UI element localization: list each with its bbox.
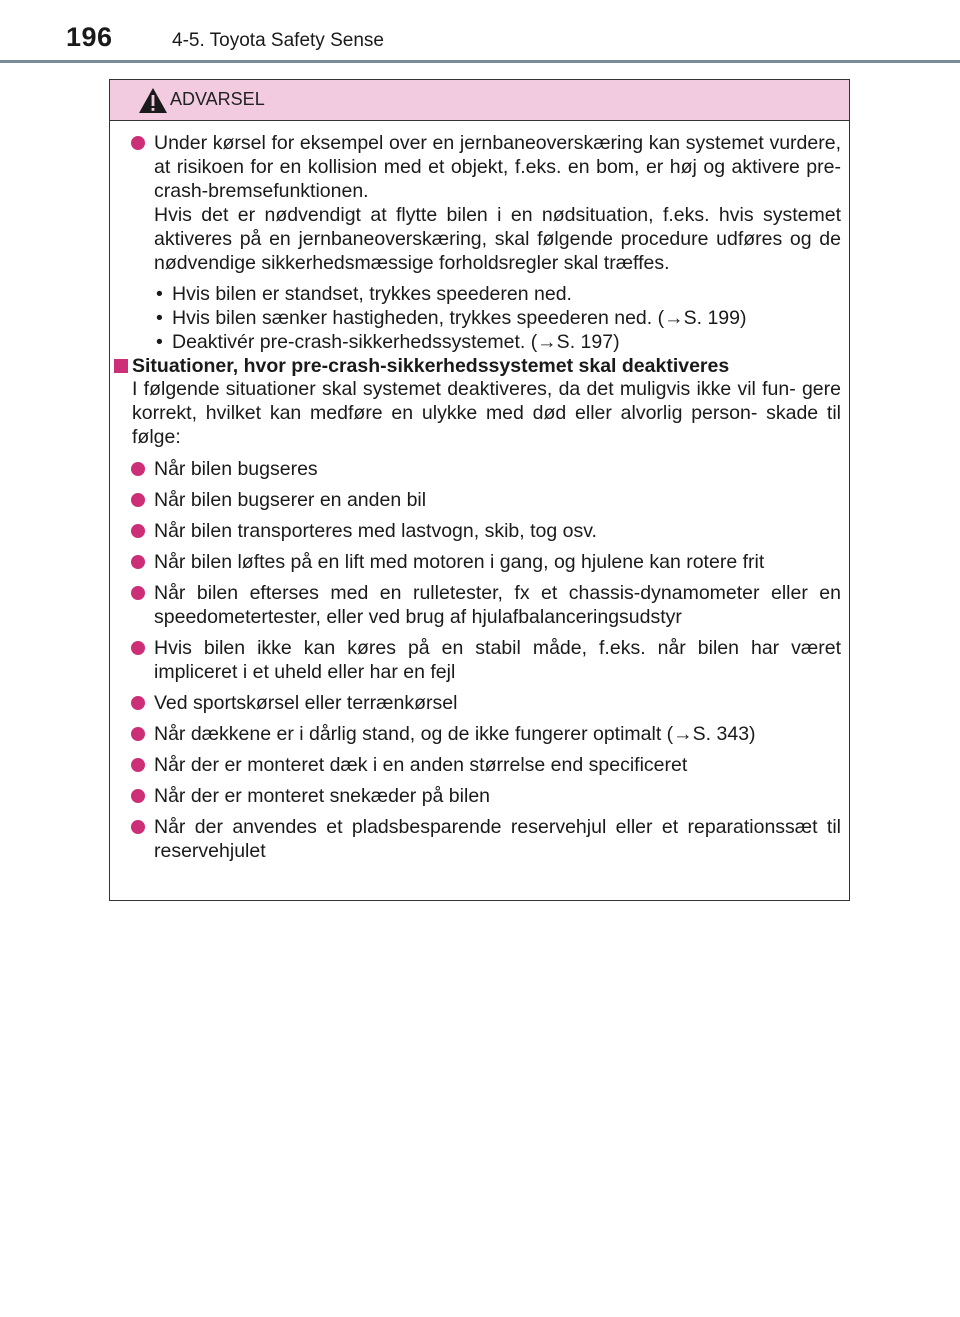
- procedure-list: [110, 282, 841, 354]
- bullet-text: Hvis bilen ikke kan køres på en stabil måde, f.eks. når bilen har været impliceret i et uheld eller har en fejl: [154, 637, 841, 683]
- bullet-dot-icon: [131, 641, 145, 655]
- list-item: [110, 457, 841, 481]
- bullet-dot-icon: [131, 462, 145, 476]
- bullet-dot-icon: [131, 789, 145, 803]
- sub-bullet-mark: •: [156, 307, 163, 329]
- procedure-item-text: Hvis bilen er standset, trykkes speederen ned.: [172, 283, 572, 305]
- bullet-text: Når dækkene er i dårlig stand, og de ikke fungerer optimalt (→S. 343): [154, 723, 756, 745]
- section-intro: I følgende situationer skal systemet deaktiveres, da det muligvis ikke vil fun- gere korrekt, hvilket kan medføre en ulykke med død eller alvorlig person- skade til følge:: [132, 378, 841, 448]
- bullet-text: Under kørsel for eksempel over en jernbaneoverskæring kan systemet vurdere, at risikoen for en kollision med et objekt, f.eks. en bom, er høj og aktivere pre-crash-bremsefunktionen.: [154, 132, 841, 202]
- procedure-item: [154, 330, 841, 354]
- bullet-text: Ved sportskørsel eller terrænkørsel: [154, 692, 458, 714]
- bullet-dot-icon: [131, 493, 145, 507]
- bullet-dot-icon: [131, 727, 145, 741]
- bullet-text: Når der anvendes et pladsbesparende reservehjul eller et reparationssæt til reservehjulet: [154, 816, 841, 862]
- bullet-text: Når bilen transporteres med lastvogn, skib, tog osv.: [154, 520, 597, 542]
- bullet-dot-icon: [131, 758, 145, 772]
- warning-box: [109, 79, 850, 901]
- header-rule: [0, 60, 960, 63]
- list-item: [110, 691, 841, 715]
- page-number: 196: [66, 22, 113, 52]
- list-item: [110, 131, 841, 275]
- warning-triangle-icon: [138, 87, 168, 114]
- warning-label: ADVARSEL: [170, 89, 265, 109]
- bullet-dot-icon: [131, 586, 145, 600]
- procedure-item: [154, 282, 841, 306]
- list-item: [110, 784, 841, 808]
- bullet-text: Når der er monteret snekæder på bilen: [154, 785, 491, 807]
- bullet-dot-icon: [131, 136, 145, 150]
- warning-content: [110, 121, 849, 863]
- section-title: 4-5. Toyota Safety Sense: [172, 30, 384, 51]
- section-heading-text: Situationer, hvor pre-crash-sikkerhedssystemet skal deaktiveres: [132, 355, 730, 377]
- list-item: [110, 753, 841, 777]
- bullet-text: Når bilen efterses med en rulletester, fx et chassis-dynamometer eller en speedometertester, eller ved brug af hjulafbalanceringsudstyr: [154, 582, 841, 628]
- list-item: [110, 581, 841, 629]
- procedure-item-text: Hvis bilen sænker hastigheden, trykkes speederen ned. (→S. 199): [172, 307, 747, 329]
- list-item: [110, 636, 841, 684]
- page-header: [0, 0, 960, 64]
- bullet-text: Når bilen bugseres: [154, 458, 318, 480]
- list-item: [110, 488, 841, 512]
- sub-bullet-mark: •: [156, 331, 163, 353]
- list-item: [110, 550, 841, 574]
- bullet-dot-icon: [131, 555, 145, 569]
- procedure-item: [154, 306, 841, 330]
- bullet-dot-icon: [131, 696, 145, 710]
- warning-header: [110, 80, 849, 121]
- procedure-item-text: Deaktivér pre-crash-sikkerhedssystemet. (→S. 197): [172, 331, 620, 353]
- list-item: [110, 815, 841, 863]
- bullet-dot-icon: [131, 524, 145, 538]
- bullet-text: Når bilen løftes på en lift med motoren i gang, og hjulene kan rotere frit: [154, 551, 765, 573]
- bullet-text: Når bilen bugserer en anden bil: [154, 489, 427, 511]
- bullet-text-continued: Hvis det er nødvendigt at flytte bilen i en nødsituation, f.eks. hvis systemet aktiveres på en jernbaneoverskæring, skal følgende procedure udføres og de nødvendige sikkerhedsmæssige forholdsregler skal træffes.: [154, 204, 841, 274]
- bullet-text: Når der er monteret dæk i en anden størrelse end specificeret: [154, 754, 688, 776]
- section-heading: [110, 356, 841, 377]
- list-item: [110, 519, 841, 543]
- square-bullet-icon: [114, 359, 128, 373]
- bullet-dot-icon: [131, 820, 145, 834]
- sub-bullet-mark: •: [156, 283, 163, 305]
- list-item: [110, 722, 841, 746]
